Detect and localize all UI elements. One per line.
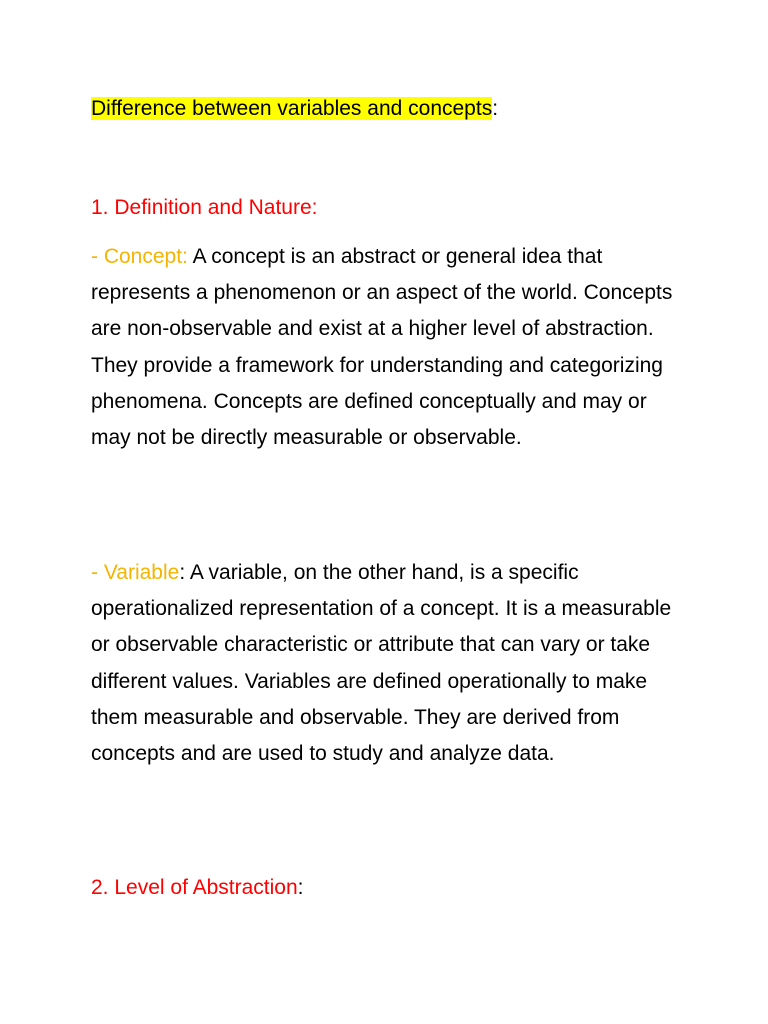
section-heading-abstraction-text: 2. Level of Abstraction bbox=[91, 876, 298, 899]
paragraph-variable-text: : A variable, on the other hand, is a specific operationalized representation of a concept. It is a measurable or observable characteristic or attribute that can vary or take different values. Variables are defined operationally to make them measurable and observable. They are derived from concepts and are used to study and analyze data. bbox=[91, 561, 672, 766]
term-concept: - Concept: bbox=[91, 245, 188, 268]
section-heading-abstraction-suffix: : bbox=[297, 876, 304, 899]
document-title bbox=[91, 94, 498, 124]
paragraph-variable bbox=[91, 555, 691, 772]
title-highlight: Difference between variables and concepts bbox=[91, 97, 493, 120]
paragraph-concept-text: A concept is an abstract or general idea that represents a phenomenon or an aspect of the world. Concepts are non-observable and exist at a higher level of abstraction. They provide a framework for understanding and categorizing phenomena. Concepts are defined conceptually and may or may not be directly measurable or observable. bbox=[91, 245, 673, 450]
term-variable: - Variable bbox=[91, 561, 180, 584]
title-suffix: : bbox=[492, 97, 499, 120]
section-heading-definition: 1. Definition and Nature: bbox=[91, 196, 318, 219]
paragraph-concept bbox=[91, 239, 691, 456]
section-heading-abstraction bbox=[91, 873, 303, 903]
